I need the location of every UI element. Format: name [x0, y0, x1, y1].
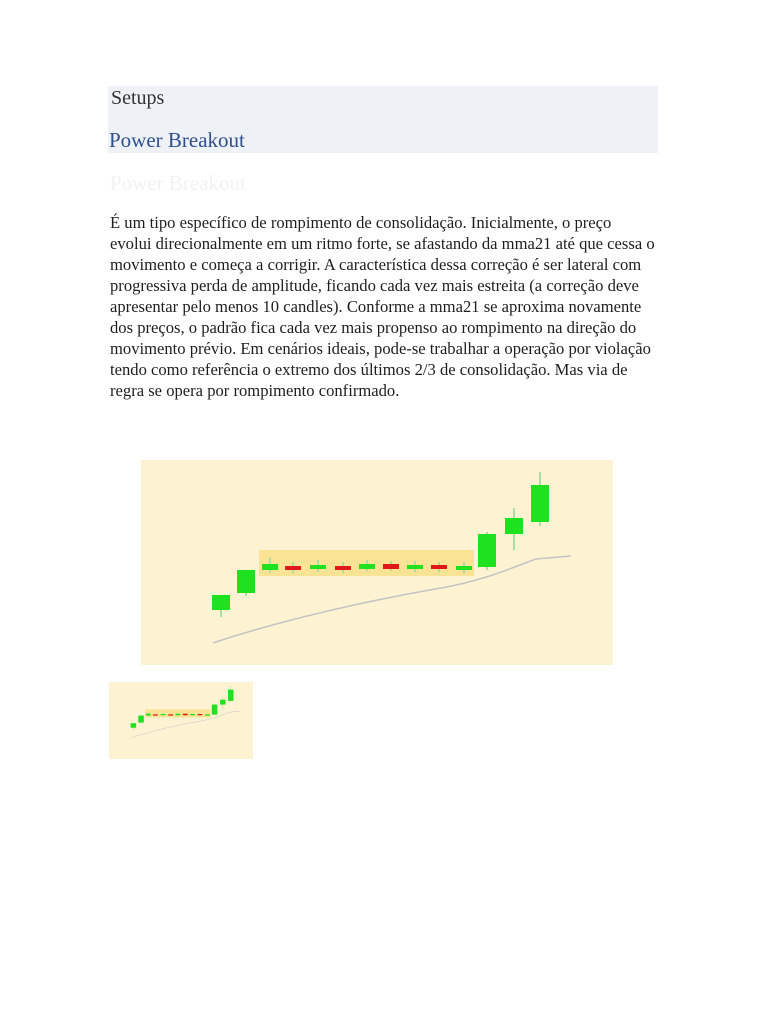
chart-svg — [141, 460, 613, 665]
candle-down — [153, 714, 158, 715]
candle-up — [478, 534, 496, 567]
candle-up — [161, 714, 166, 715]
candle-down — [431, 565, 447, 569]
candle-up — [190, 714, 195, 715]
candle-up — [407, 565, 423, 569]
page-title: Power Breakout — [109, 128, 245, 152]
candle-down — [383, 564, 399, 569]
candle-up — [131, 723, 136, 728]
faded-title: Power Breakout — [110, 171, 246, 195]
section-label: Setups — [111, 87, 165, 109]
chart-svg-thumbnail — [109, 682, 253, 759]
candle-up — [205, 714, 210, 715]
candle-up — [176, 714, 181, 716]
power-breakout-chart — [141, 460, 613, 665]
candle-up — [262, 564, 278, 570]
candle-up — [531, 485, 549, 522]
candle-down — [183, 714, 188, 716]
candle-up — [212, 595, 230, 610]
candle-up — [212, 705, 217, 715]
candle-up — [505, 518, 523, 534]
candle-up — [146, 714, 151, 716]
body-paragraph: É um tipo específico de rompimento de consolidação. Inicialmente, o preço evolui direcionalmente em um ritmo forte, se afastando da mma21 até que cessa o movimento e começa a corrigir. A característica dessa correção é ser lateral com progressiva perda de amplitude, ficando cada vez mais estreita (a correção deve apresentar pelo menos 10 candles). Conforme a mma21 se aproxima novamente dos preços, o padrão fica cada vez mais propenso ao rompimento na direção do movimento prévio. Em cenários ideais, pode-se trabalhar a operação por violação tendo como referência o extremo dos últimos 2/3 de consolidação. Mas via de regra se opera por rompimento confirmado. — [110, 213, 655, 400]
candle-up — [220, 700, 225, 705]
candle-down — [335, 566, 351, 570]
power-breakout-chart-thumbnail — [109, 682, 253, 759]
candle-down — [285, 566, 301, 570]
candle-up — [228, 690, 233, 701]
candle-up — [310, 565, 326, 569]
candle-up — [359, 564, 375, 569]
candle-up — [456, 566, 472, 570]
candle-up — [138, 716, 143, 723]
candle-up — [237, 570, 255, 593]
candle-down — [168, 714, 173, 715]
candle-down — [197, 714, 202, 715]
